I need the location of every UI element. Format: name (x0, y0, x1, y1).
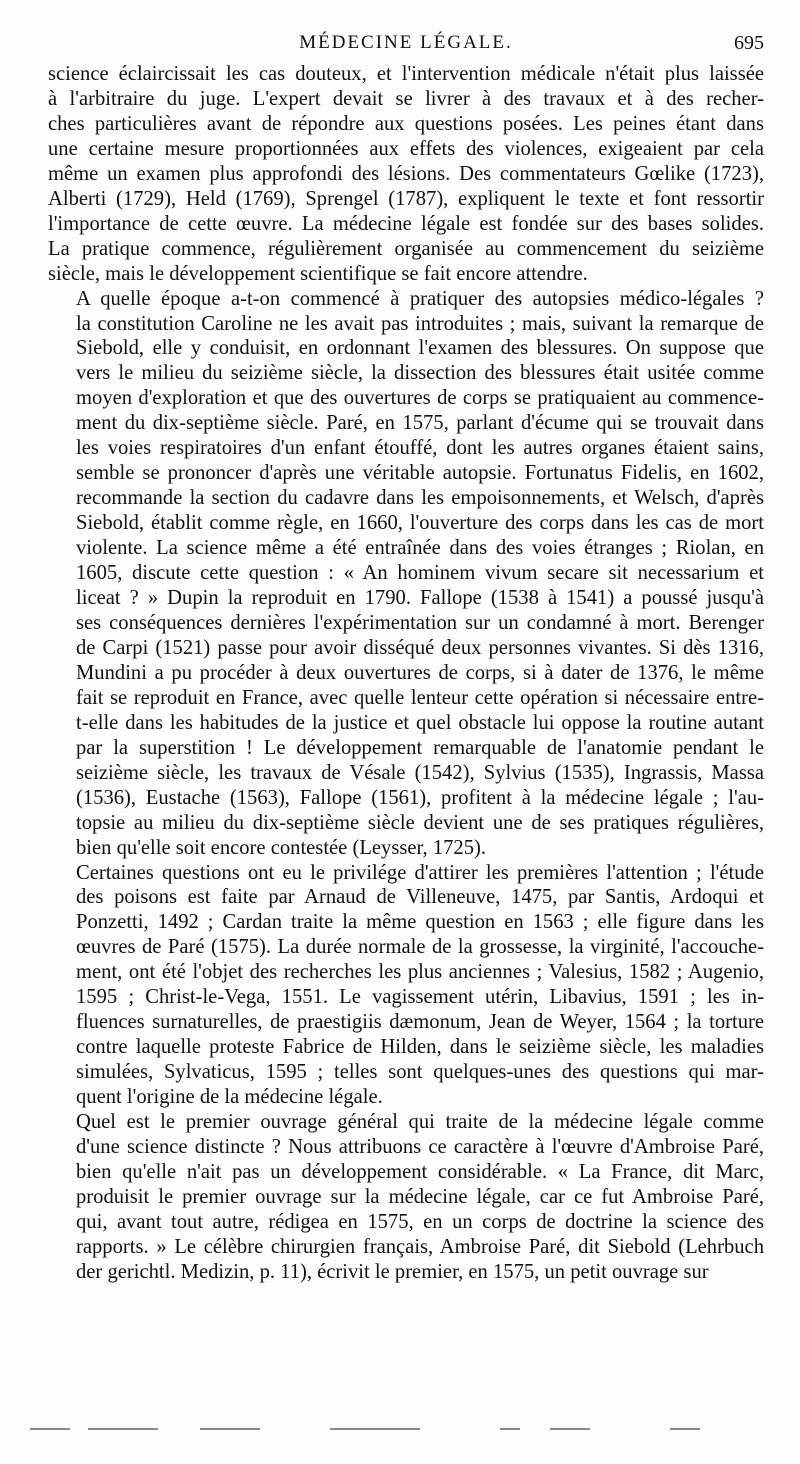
text-line: moyen d'exploration et que des ouvertures de corps se pratiquaient au commence- (76, 387, 764, 410)
text-line: Certaines questions ont eu le privilége d'attirer les premières l'attention ; l'étude (76, 861, 764, 884)
text-line: La pratique commence, régulièrement organisée au commencement du seizième (48, 237, 764, 260)
text-line: même un examen plus approfondi des lésions. Des commentateurs Gœlike (1723), (48, 162, 764, 185)
text-line: Quel est le premier ouvrage général qui traite de la médecine légale comme (76, 1111, 764, 1134)
text-line: 1595 ; Christ-le-Vega, 1551. Le vagissement utérin, Libavius, 1591 ; les in- (76, 986, 764, 1009)
text-line: violente. La science même a été entraînée dans des voies étranges ; Riolan, en (76, 537, 764, 560)
running-header (48, 30, 764, 58)
text-line: A quelle époque a-t-on commencé à pratiquer des autopsies médico-légales ? (76, 287, 764, 310)
text-line: 1605, discute cette question : « An hominem vivum secare sit necessarium et (76, 562, 764, 585)
text-line: Mundini a pu procéder à deux ouvertures de corps, si à dater de 1376, le même (76, 661, 764, 684)
text-line: (1536), Eustache (1563), Fallope (1561), profitent à la médecine légale ; l'au- (76, 786, 764, 809)
text-line: quent l'origine de la médecine légale. (76, 1086, 383, 1109)
text-line: science éclaircissait les cas douteux, et l'intervention médicale n'était plus laissée (48, 63, 764, 85)
text-line: fait se reproduit en France, avec quelle lenteur cette opération si nécessaire entre- (76, 686, 764, 709)
text-line: par la superstition ! Le développement remarquable de l'anatomie pendant le (76, 736, 764, 759)
text-line: ment du dix-septième siècle. Paré, en 1575, parlant d'écume qui se trouvait dans (76, 412, 764, 435)
text-line: bien qu'elle n'ait pas un développement considérable. « La France, dit Marc, (76, 1160, 764, 1183)
paragraph (48, 62, 764, 287)
paragraph (48, 287, 764, 861)
text-line: ses conséquences dernières l'expérimentation sur un condamné à mort. Berenger (76, 611, 764, 634)
text-line: Alberti (1729), Held (1769), Sprengel (1787), expliquent le texte et font ressortir (48, 187, 764, 210)
text-line: les voies respiratoires d'un enfant étouffé, dont les autres organes étaient sains, (76, 437, 764, 460)
text-line: topsie au milieu du dix-septième siècle devient une de ses pratiques régulières, (76, 811, 764, 834)
text-line: l'importance de cette œuvre. La médecine légale est fondée sur des bases solides. (48, 212, 764, 235)
text-line: qui, avant tout autre, rédigea en 1575, en un corps de doctrine la science des (76, 1210, 764, 1233)
body-text (48, 62, 764, 1285)
paragraph (48, 861, 764, 1111)
text-line: vers le milieu du seizième siècle, la dissection des blessures était usitée comme (76, 362, 764, 385)
page-number: 695 (734, 32, 764, 54)
text-line: semble se prononcer d'après une véritable autopsie. Fortunatus Fidelis, en 1602, (76, 462, 764, 485)
text-line: rapports. » Le célèbre chirurgien français, Ambroise Paré, dit Siebold (Lehrbuch (76, 1235, 764, 1258)
text-line: simulées, Sylvaticus, 1595 ; telles sont quelques-unes des questions qui mar- (76, 1061, 764, 1084)
text-line: siècle, mais le développement scientifique se fait encore attendre. (48, 262, 588, 285)
text-line: recommande la section du cadavre dans les empoisonnements, et Welsch, d'après (76, 487, 764, 510)
text-line: la constitution Caroline ne les avait pas introduites ; mais, suivant la remarque de (76, 312, 764, 335)
text-line: de Carpi (1521) passe pour avoir disséqué deux personnes vivantes. Si dès 1316, (76, 636, 764, 659)
text-line: ches particulières avant de répondre aux questions posées. Les peines étant dans (48, 112, 764, 135)
running-title: MÉDECINE LÉGALE. (299, 32, 513, 53)
text-line: Siebold, établit comme règle, en 1660, l'ouverture des corps dans les cas de mort (76, 512, 764, 535)
text-line: fluences surnaturelles, de praestigiis dæmonum, Jean de Weyer, 1564 ; la torture (76, 1011, 764, 1034)
text-line: produisit le premier ouvrage sur la médecine légale, car ce fut Ambroise Paré, (76, 1185, 764, 1208)
paragraph (48, 1110, 764, 1285)
text-line: une certaine mesure proportionnées aux effets des violences, exigeaient par cela (48, 137, 764, 160)
page-bottom-marks (30, 1428, 770, 1432)
text-line: d'une science distincte ? Nous attribuons ce caractère à l'œuvre d'Ambroise Paré, (76, 1135, 764, 1158)
text-line: t-elle dans les habitudes de la justice et quel obstacle lui oppose la routine autant (76, 711, 764, 734)
text-line: œuvres de Paré (1575). La durée normale de la grossesse, la virginité, l'accouche- (76, 936, 764, 959)
text-line: bien qu'elle soit encore contestée (Leysser, 1725). (76, 836, 487, 859)
text-line: à l'arbitraire du juge. L'expert devait se livrer à des travaux et à des recher- (48, 87, 764, 110)
text-line: seizième siècle, les travaux de Vésale (1542), Sylvius (1535), Ingrassis, Massa (76, 761, 764, 784)
text-line: contre laquelle proteste Fabrice de Hilden, dans le seizième siècle, les maladies (76, 1036, 764, 1059)
text-line: der gerichtl. Medizin, p. 11), écrivit le premier, en 1575, un petit ouvrage sur (76, 1260, 709, 1283)
text-line: des poisons est faite par Arnaud de Villeneuve, 1475, par Santis, Ardoqui et (76, 886, 764, 909)
text-line: liceat ? » Dupin la reproduit en 1790. Fallope (1538 à 1541) a poussé jusqu'à (76, 587, 764, 610)
text-line: Ponzetti, 1492 ; Cardan traite la même question en 1563 ; elle figure dans les (76, 911, 764, 934)
text-line: ment, ont été l'objet des recherches les plus anciennes ; Valesius, 1582 ; Augenio, (76, 961, 764, 984)
text-line: Siebold, elle y conduisit, en ordonnant l'examen des blessures. On suppose que (76, 337, 764, 360)
